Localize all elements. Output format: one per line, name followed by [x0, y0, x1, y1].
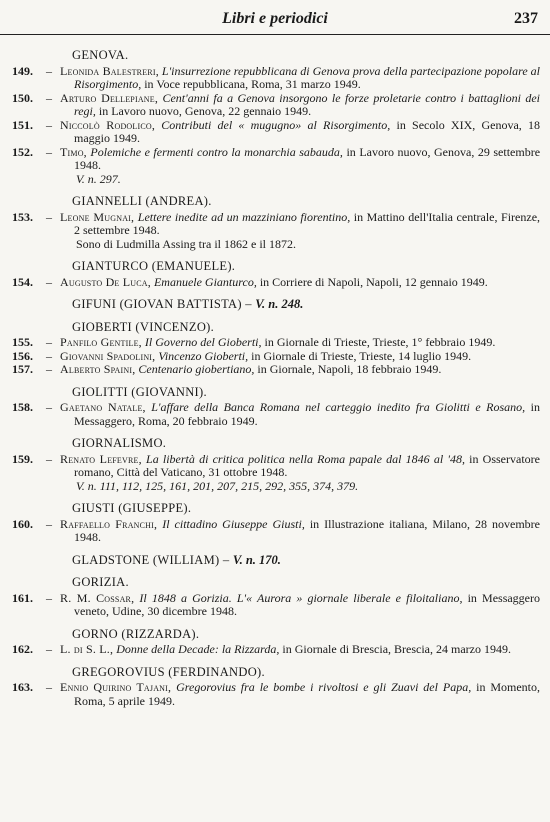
entry-author: Renato Lefevre, — [60, 451, 142, 466]
see-also-text: V. n. 297. — [76, 171, 121, 186]
section-heading — [12, 260, 540, 274]
entry — [12, 453, 540, 480]
entry-title: Il 1848 a Gorizia. L'« Aurora » giornale liberale e filoitaliano, — [139, 590, 463, 605]
heading-text: GLADSTONE (WILLIAM) – — [72, 552, 230, 567]
entry-number: 155. — [12, 335, 33, 349]
heading-text: GORNO (RIZZARDA). — [72, 626, 200, 641]
entry — [12, 336, 540, 350]
see-also — [12, 480, 540, 494]
section — [12, 576, 540, 619]
entry-dash: – — [46, 209, 52, 224]
entry-publication: in Secolo XIX, Genova, 18 maggio 1949. — [74, 117, 540, 145]
entry-body — [60, 65, 540, 92]
entry — [12, 211, 540, 238]
entry-dash: – — [46, 63, 52, 78]
entry-title: Centenario giobertiano, — [138, 362, 255, 376]
entry-body — [60, 592, 540, 619]
section — [12, 195, 540, 251]
section-heading — [12, 437, 540, 451]
entry-dash: – — [46, 362, 52, 376]
entry-author: Niccolò Rodolico, — [60, 117, 156, 132]
entry-title: L'insurrezione repubblicana di Genova prova della partecipazione popolare al Risorgimento, — [74, 63, 541, 91]
entry-body — [60, 350, 540, 364]
entry — [12, 350, 540, 364]
section-heading — [12, 195, 540, 209]
section — [12, 49, 540, 186]
entry-dash: – — [46, 590, 52, 605]
entry — [12, 681, 540, 708]
entry-title: Gregorovius fra le bombe i rivoltosi e gli Zuavi del Papa, — [176, 680, 472, 694]
heading-text: GREGOROVIUS (FERDINANDO). — [72, 664, 265, 679]
entry-number: 157. — [12, 362, 33, 376]
entry-publication: in Momento, Roma, 5 aprile 1949. — [74, 680, 541, 708]
entry-body — [60, 211, 540, 238]
cross-reference: V. n. 170. — [232, 552, 281, 567]
entry-author: Arturo Dellepiane, — [60, 90, 159, 105]
entry-number: 158. — [12, 400, 33, 414]
entry — [12, 401, 540, 428]
entry-dash: – — [46, 90, 52, 105]
entry-title: Il cittadino Giuseppe Giusti, — [162, 516, 305, 531]
entry-number: 156. — [12, 348, 33, 363]
entry-publication: in Lavoro nuovo, Genova, 29 settembre 1948. — [74, 144, 541, 172]
entry-dash: – — [46, 117, 52, 132]
see-also-text: V. n. 111, 112, 125, 161, 201, 207, 215, 292, 355, 374, 379. — [76, 478, 359, 493]
entry-author: Giovanni Spadolini, — [60, 348, 156, 363]
entry-author: Ennio Quirino Tajani, — [60, 680, 172, 694]
section — [12, 298, 540, 312]
heading-text: GIOLITTI (GIOVANNI). — [72, 384, 207, 399]
entry-publication: in Giornale di Trieste, Trieste, 1° febbraio 1949. — [264, 335, 496, 349]
section — [12, 666, 540, 709]
entry-number: 152. — [12, 144, 33, 159]
entry-body — [60, 336, 540, 350]
entry — [12, 65, 540, 92]
entry-author: Leonida Balestreri, — [60, 63, 159, 78]
entry-note: Sono di Ludmilla Assing tra il 1862 e il 1872. — [76, 236, 296, 251]
entry-dash: – — [46, 680, 52, 694]
entry-author: Gaetano Natale, — [60, 400, 146, 414]
entry-publication: in Corriere di Napoli, Napoli, 12 gennaio 1949. — [259, 274, 488, 289]
entry-number: 149. — [12, 63, 33, 78]
heading-text: GORIZIA. — [72, 575, 129, 589]
entry-author: Alberto Spaini, — [60, 362, 136, 376]
entry-title: Contributi del « mugugno» al Risorgimento, — [161, 117, 391, 132]
section — [12, 437, 540, 493]
entry-author: Timo, — [60, 144, 87, 159]
entry-dash: – — [46, 348, 52, 363]
entry-number: 153. — [12, 209, 33, 224]
entry-number: 162. — [12, 642, 33, 656]
entry-dash: – — [46, 335, 52, 349]
entry-body — [60, 643, 540, 657]
heading-text: GIORNALISMO. — [72, 436, 167, 450]
entry-dash: – — [46, 642, 52, 656]
entry-author: R. M. Cossar, — [60, 590, 135, 605]
entry — [12, 643, 540, 657]
entry — [12, 146, 540, 173]
section — [12, 502, 540, 545]
section — [12, 386, 540, 429]
section-heading — [12, 576, 540, 590]
entry-number: 151. — [12, 117, 33, 132]
entry-number: 159. — [12, 451, 33, 466]
running-title: Libri e periodici — [222, 10, 328, 27]
section — [12, 554, 540, 568]
entry-body — [60, 146, 540, 173]
entry-publication: in Messaggero veneto, Udine, 30 dicembre 1948. — [74, 590, 541, 618]
entry-dash: – — [46, 274, 52, 289]
section-heading — [12, 49, 540, 63]
section — [12, 628, 540, 657]
section-heading — [12, 628, 540, 642]
entry-body — [60, 401, 540, 428]
entry-body — [60, 681, 540, 708]
entry-publication: in Giornale, Napoli, 18 febbraio 1949. — [257, 362, 442, 376]
section — [12, 260, 540, 289]
section-heading — [12, 666, 540, 680]
entry-number: 150. — [12, 90, 33, 105]
entry-publication: in Osservatore romano, Città del Vaticano, 31 ottobre 1948. — [74, 451, 540, 479]
heading-text: GIUSTI (GIUSEPPE). — [72, 501, 192, 515]
entry — [12, 592, 540, 619]
entry-publication: in Messaggero, Roma, 20 febbraio 1949. — [74, 400, 540, 428]
entry-dash: – — [46, 144, 52, 159]
section — [12, 321, 540, 377]
entry-publication: in Voce repubblicana, Roma, 31 marzo 1949. — [144, 77, 361, 91]
entry-number: 163. — [12, 680, 33, 694]
bibliography-list — [12, 44, 540, 708]
see-also — [12, 173, 540, 187]
page-number: 237 — [514, 10, 538, 27]
entry-title: Lettere inedite ad un mazziniano fiorentino, — [137, 209, 351, 224]
entry — [12, 363, 540, 377]
entry-author: Leone Mugnai, — [60, 209, 135, 224]
entry-body — [60, 92, 540, 119]
heading-text: GIANTURCO (EMANUELE). — [72, 259, 236, 273]
heading-text: GIANNELLI (ANDREA). — [72, 194, 212, 208]
section-heading — [12, 502, 540, 516]
section-heading — [12, 321, 540, 335]
entry-dash: – — [46, 516, 52, 531]
heading-text: GENOVA. — [72, 48, 129, 62]
section-heading — [12, 554, 540, 568]
entry-dash: – — [46, 451, 52, 466]
heading-text: GIOBERTI (VINCENZO). — [72, 319, 215, 334]
entry-publication: in Illustrazione italiana, Milano, 28 novembre 1948. — [74, 516, 540, 544]
entry-title: La libertà di critica politica nella Roma papale dal 1846 al '48, — [146, 451, 465, 466]
entry — [12, 119, 540, 146]
entry-title: Polemiche e fermenti contro la monarchia sabauda, — [90, 144, 343, 159]
entry-publication: in Giornale di Brescia, Brescia, 24 marzo 1949. — [282, 642, 511, 656]
entry-title: Cent'anni fa a Genova insorgono le forze proletarie contro i battaglioni dei regi, — [74, 90, 541, 118]
running-head — [0, 10, 550, 35]
entry-body — [60, 518, 540, 545]
entry-dash: – — [46, 400, 52, 414]
entry-body — [60, 119, 540, 146]
entry — [12, 276, 540, 290]
entry-title: Emanuele Gianturco, — [153, 274, 257, 289]
heading-text: GIFUNI (GIOVAN BATTISTA) – — [72, 297, 252, 311]
entry-publication: in Giornale di Trieste, Trieste, 14 luglio 1949. — [251, 348, 472, 363]
entry-author: Panfilo Gentile, — [60, 335, 142, 349]
entry-number: 154. — [12, 274, 33, 289]
entry-number: 160. — [12, 516, 33, 531]
entry-title: Donne della Decade: la Rizzarda, — [116, 642, 280, 656]
entry-title: Il Governo del Gioberti, — [144, 335, 262, 349]
entry-publication: in Lavoro nuovo, Genova, 22 gennaio 1949. — [98, 104, 312, 118]
entry-body — [60, 453, 540, 480]
entry-title: Vincenzo Gioberti, — [158, 348, 249, 363]
entry-body — [60, 276, 540, 290]
entry-author: Raffaello Franchi, — [60, 516, 158, 531]
entry-author: Augusto De Luca, — [60, 274, 151, 289]
entry — [12, 92, 540, 119]
entry-number: 161. — [12, 590, 33, 605]
section-heading — [12, 298, 540, 312]
entry-author: L. di S. L., — [60, 642, 114, 656]
cross-reference: V. n. 248. — [255, 297, 304, 311]
entry-publication: in Mattino dell'Italia centrale, Firenze, 2 settembre 1948. — [74, 209, 541, 237]
entry-body — [60, 363, 540, 377]
entry — [12, 518, 540, 545]
section-heading — [12, 386, 540, 400]
entry-title: L'affare della Banca Romana nel carteggio inedito fra Giolitti e Rosano, — [151, 400, 526, 414]
